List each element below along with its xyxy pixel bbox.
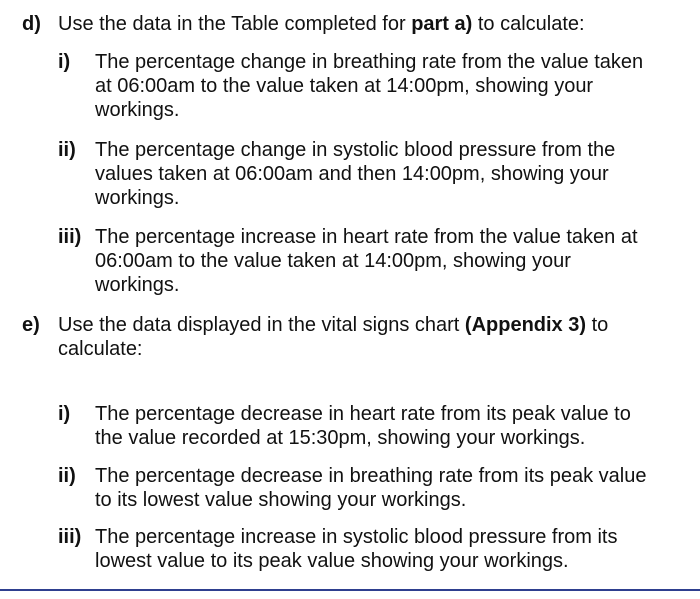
question-e-ii-marker: ii) — [58, 465, 76, 487]
question-e-i-line: The percentage decrease in heart rate from its peak value to — [95, 403, 631, 425]
question-e-iii-line: The percentage increase in systolic blood pressure from its — [95, 526, 618, 548]
question-d-iii-line: workings. — [95, 274, 180, 296]
section-d-intro — [58, 12, 585, 36]
question-d-ii-marker: ii) — [58, 139, 76, 161]
section-e-intro-end: to — [586, 314, 609, 336]
question-d-i-line: at 06:00am to the value taken at 14:00pm, showing your — [95, 75, 594, 97]
bottom-divider — [0, 589, 700, 591]
section-e-intro-text: Use the data displayed in the vital signs chart — [58, 314, 465, 336]
section-e-intro-bold: (Appendix 3) — [464, 314, 587, 336]
section-e-intro — [58, 313, 608, 337]
question-d-iii-line: The percentage increase in heart rate from the value taken at — [95, 226, 638, 248]
section-e-marker: e) — [22, 314, 40, 336]
question-d-i-line: The percentage change in breathing rate from the value taken — [95, 51, 644, 73]
section-d-intro-end: to calculate: — [472, 13, 585, 35]
question-d-iii-marker: iii) — [58, 226, 82, 248]
section-e-intro-line2: calculate: — [58, 338, 143, 360]
question-e-iii-line: lowest value to its peak value showing your workings. — [95, 550, 569, 572]
question-e-iii-marker: iii) — [58, 526, 82, 548]
question-e-i-line: the value recorded at 15:30pm, showing your workings. — [95, 427, 586, 449]
question-d-iii-line: 06:00am to the value taken at 14:00pm, showing your — [95, 250, 571, 272]
question-e-ii-line: to its lowest value showing your workings. — [95, 489, 467, 511]
question-d-i-line: workings. — [95, 99, 180, 121]
question-e-i-marker: i) — [58, 403, 71, 425]
question-d-ii-line: values taken at 06:00am and then 14:00pm, showing your — [95, 163, 609, 185]
section-d-intro-bold: part a) — [411, 13, 473, 35]
question-d-ii-line: workings. — [95, 187, 180, 209]
section-d-marker: d) — [22, 13, 41, 35]
section-d-intro-text: Use the data in the Table completed for — [58, 13, 412, 35]
question-e-ii-line: The percentage decrease in breathing rate from its peak value — [95, 465, 647, 487]
question-d-i-marker: i) — [58, 51, 71, 73]
question-d-ii-line: The percentage change in systolic blood pressure from the — [95, 139, 616, 161]
